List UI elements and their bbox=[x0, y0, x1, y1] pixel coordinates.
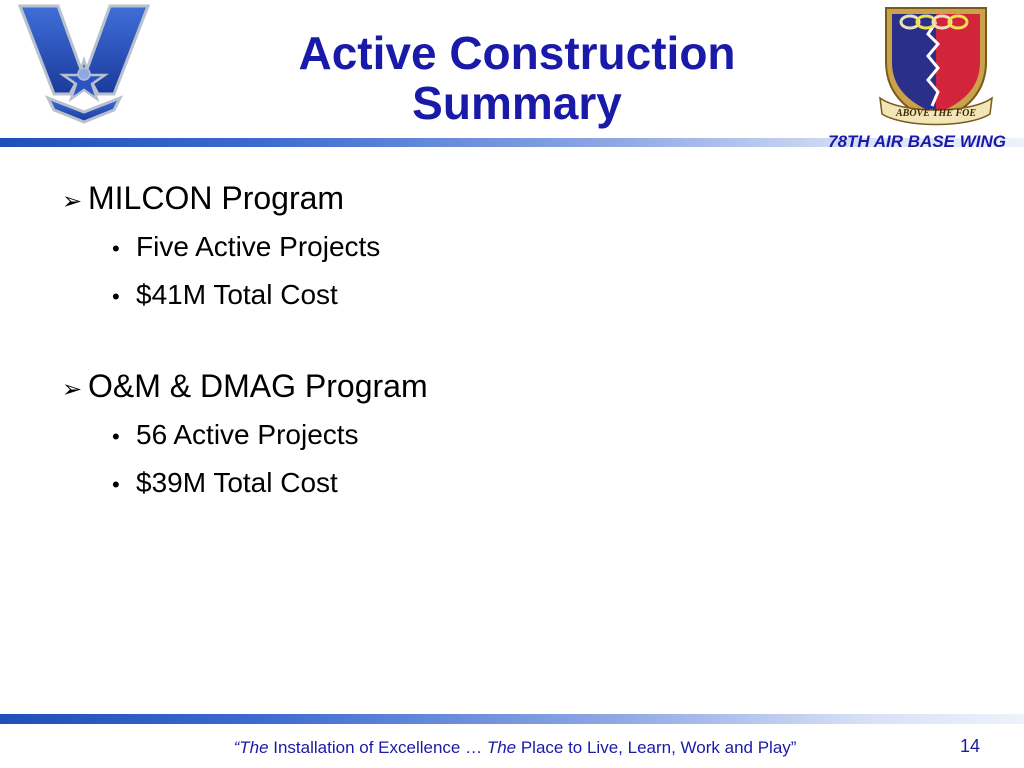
arrow-bullet-icon: ➢ bbox=[62, 376, 83, 403]
list-item-text: $41M Total Cost bbox=[136, 279, 338, 310]
title-line-2: Summary bbox=[412, 77, 622, 129]
bullet-dot-icon: • bbox=[112, 236, 120, 261]
motto-the-2: The bbox=[486, 738, 517, 757]
section-om-dmag bbox=[62, 364, 962, 508]
air-force-logo bbox=[14, 2, 154, 132]
list-item bbox=[112, 460, 962, 508]
section-heading-text: O&M & DMAG Program bbox=[88, 368, 428, 404]
list-item bbox=[112, 272, 962, 320]
footer-divider-bar bbox=[0, 714, 1024, 724]
list-item-text: Five Active Projects bbox=[136, 231, 381, 262]
emblem-motto: ABOVE THE FOE bbox=[895, 108, 977, 119]
section-items bbox=[62, 224, 962, 320]
list-item-text: 56 Active Projects bbox=[136, 419, 359, 450]
bullet-dot-icon: • bbox=[112, 284, 120, 309]
title-line-1: Active Construction bbox=[298, 27, 736, 79]
list-item-text: $39M Total Cost bbox=[136, 467, 338, 498]
section-milcon bbox=[62, 176, 962, 320]
section-heading-text: MILCON Program bbox=[88, 180, 345, 216]
motto-text-2: Place to Live, Learn, Work and Play” bbox=[516, 738, 797, 757]
slide-content bbox=[62, 176, 962, 508]
motto-text-1: Installation of Excellence … bbox=[268, 738, 487, 757]
list-item bbox=[112, 412, 962, 460]
unit-label: 78TH AIR BASE WING bbox=[828, 132, 1006, 151]
page-number: 14 bbox=[960, 736, 981, 756]
arrow-bullet-icon: ➢ bbox=[62, 188, 83, 215]
list-item bbox=[112, 224, 962, 272]
footer-motto bbox=[150, 738, 880, 758]
slide-title bbox=[200, 28, 834, 128]
section-heading bbox=[62, 176, 962, 224]
motto-the-1: The bbox=[239, 738, 269, 757]
motto-open-quote: “ bbox=[233, 738, 240, 757]
bullet-dot-icon: • bbox=[112, 424, 120, 449]
wing-emblem-logo bbox=[872, 2, 1000, 130]
bullet-dot-icon: • bbox=[112, 472, 120, 497]
section-items bbox=[62, 412, 962, 508]
section-heading bbox=[62, 364, 962, 412]
